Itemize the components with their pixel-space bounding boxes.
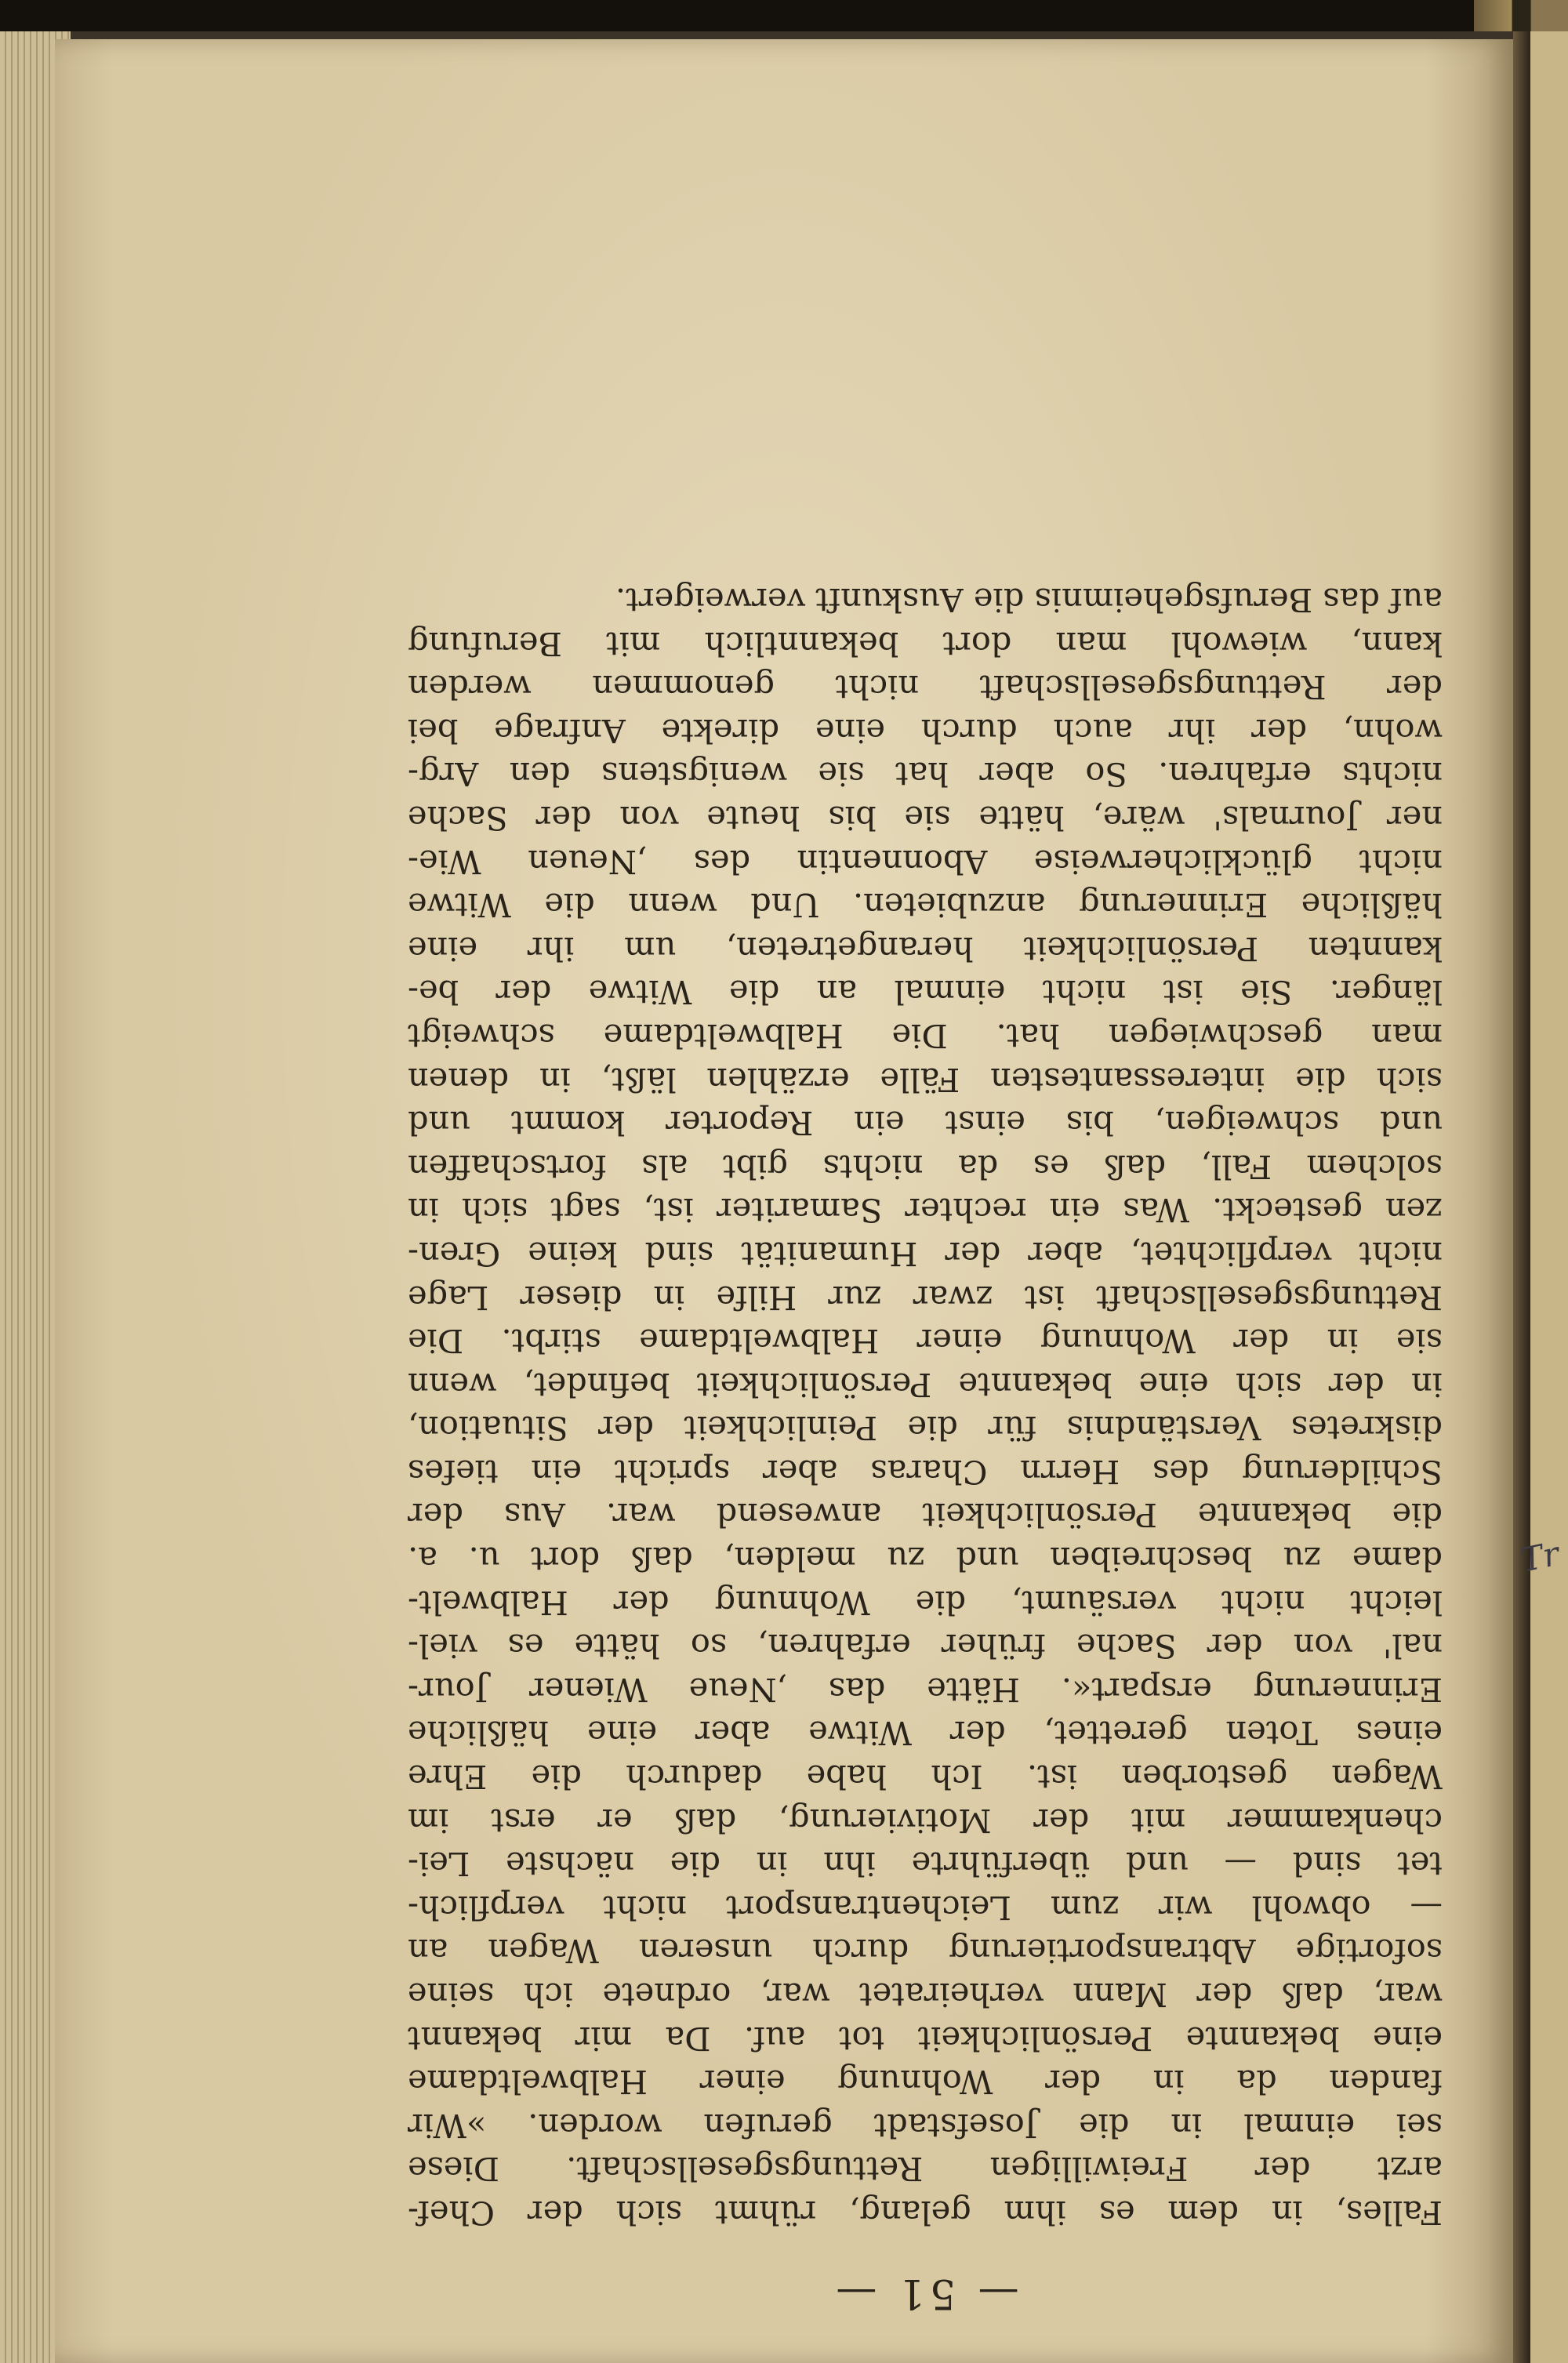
- text-line-content: fanden da in der Wohnung einer Halbweltdame: [408, 2063, 1443, 2102]
- text-line-content: sofortige Abtransportierung durch unseren Wagen an: [408, 1932, 1443, 1971]
- text-line-content: Rettungsgesellschaft ist zwar zur Hilfe in dieser Lage: [408, 1278, 1443, 1317]
- text-line-content: wohn, der ihr auch durch eine direkte Anfrage bei: [408, 711, 1443, 750]
- text-line: [408, 1276, 1443, 1319]
- text-line-content: Falles, in dem es ihm gelang, rühmt sich der Chef-: [408, 2194, 1443, 2232]
- text-line: [408, 666, 1443, 710]
- text-line-content: sie in der Wohnung einer Halbweltdame stirbt. Die: [408, 1322, 1443, 1361]
- text-line: [408, 1799, 1443, 1842]
- text-line: [408, 1232, 1443, 1276]
- text-line: [408, 1058, 1443, 1102]
- text-line-content: Erinnerung erspart«. Hätte das ‚Neue Wiener Jour-: [408, 1670, 1443, 1709]
- text-line-content: man geschwiegen hat. Die Halbweltdame schweigt: [408, 1016, 1443, 1055]
- text-line: [408, 1145, 1443, 1189]
- text-line-content: tet sind — und überführte ihn in die nächste Lei-: [408, 1845, 1443, 1884]
- text-line-content: eines Toten gerettet, der Witwe aber eine häßliche: [408, 1714, 1443, 1753]
- text-line: [408, 578, 1443, 622]
- text-line-content: nichts erfahren. So aber hat sie wenigstens den Arg-: [408, 755, 1443, 794]
- text-line: [408, 884, 1443, 927]
- text-line-content: ner Journals' wäre, hätte sie bis heute von der Sache: [408, 799, 1443, 837]
- text-line-content: Schilderung des Herrn Charas aber spricht ein tiefes: [408, 1452, 1443, 1491]
- scanner-top-edge: [0, 0, 1568, 31]
- text-line: [408, 1842, 1443, 1886]
- text-line: [408, 622, 1443, 666]
- text-line-content: leicht nicht versäumt, die Wohnung der Halbwelt-: [408, 1583, 1443, 1622]
- text-line: [408, 1363, 1443, 1407]
- text-line: [408, 1581, 1443, 1624]
- text-line: [408, 1407, 1443, 1450]
- text-line-content: zen gesteckt. Was ein rechter Samariter ist, sagt sich in: [408, 1191, 1443, 1230]
- page-text-upside-down: [408, 578, 1443, 2321]
- text-line-content: chenkammer mit der Motivierung, daß er erst im: [408, 1801, 1443, 1840]
- text-line-content: arzt der Freiwilligen Rettungsgesellschaft. Diese: [408, 2150, 1443, 2189]
- text-line-content: der Rettungsgesellschaft nicht genommen werden: [408, 668, 1443, 707]
- text-line: [408, 753, 1443, 797]
- text-line-content: auf das Berufsgeheimnis die Auskunft verweigert.: [615, 581, 1443, 620]
- text-line: [408, 2060, 1443, 2104]
- book-gutter: [1513, 31, 1530, 2363]
- text-line: [408, 1886, 1443, 1929]
- text-line: [408, 1668, 1443, 1711]
- text-line: [408, 2191, 1443, 2234]
- text-line: [408, 1973, 1443, 2016]
- text-line: [408, 2016, 1443, 2060]
- margin-handwriting: Tr: [1517, 1534, 1563, 1580]
- text-line: [408, 2103, 1443, 2147]
- text-line: [408, 840, 1443, 884]
- text-line: [408, 1929, 1443, 1973]
- text-line-content: in der sich eine bekannte Persönlichkeit befindet, wenn: [408, 1365, 1443, 1404]
- text-line: [408, 1189, 1443, 1232]
- text-line-content: sei einmal in die Josefstadt gerufen worden. »Wir: [408, 2106, 1443, 2145]
- text-line-content: nicht glücklicherweise Abonnentin des ‚Neuen Wie-: [408, 842, 1443, 881]
- text-line-content: eine bekannte Persönlichkeit tot auf. Da mir bekannt: [408, 2019, 1443, 2058]
- text-line: [408, 1102, 1443, 1145]
- text-line-content: häßliche Erinnerung anzubieten. Und wenn die Witwe: [408, 886, 1443, 925]
- text-line-content: Wagen gestorben ist. Ich habe dadurch die Ehre: [408, 1758, 1443, 1797]
- text-line: [408, 971, 1443, 1015]
- text-line-content: dame zu beschreiben und zu melden, daß dort u. a.: [408, 1540, 1443, 1579]
- page-number: — 51 —: [831, 2270, 1019, 2317]
- body-text: [408, 578, 1443, 2234]
- text-line-content: diskretes Verständnis für die Peinlichkeit der Situation,: [408, 1409, 1443, 1448]
- text-line-content: sich die interessantesten Fälle erzählen läßt, in denen: [408, 1060, 1443, 1099]
- text-line-content: kannten Persönlichkeit herangetreten, um ihr eine: [408, 929, 1443, 968]
- text-line-content: nal' von der Sache früher erfahren, so hätte es viel-: [408, 1627, 1443, 1666]
- text-line: [408, 1014, 1443, 1058]
- text-line: [408, 1755, 1443, 1799]
- text-line-content: länger. Sie ist nicht einmal an die Witwe der be-: [408, 973, 1443, 1012]
- text-line: [408, 1537, 1443, 1581]
- text-line: [408, 796, 1443, 840]
- text-line: [408, 1319, 1443, 1363]
- color-calibration-strip: [1474, 0, 1568, 31]
- text-line: [408, 1624, 1443, 1668]
- text-line-content: — obwohl wir zum Leichentransport nicht verpflich-: [408, 1888, 1443, 1927]
- text-line: [408, 709, 1443, 753]
- text-line-content: war, daß der Mann verheiratet war, ordnete ich seine: [408, 1976, 1443, 2015]
- text-line-content: die bekannte Persönlichkeit anwesend war. Aus der: [408, 1496, 1443, 1535]
- text-line: [408, 927, 1443, 971]
- text-line-content: solchem Fall, daß es da nichts gibt als fortschaffen: [408, 1147, 1443, 1186]
- text-line-content: kann, wiewohl man dort bekanntlich mit Berufung: [408, 624, 1443, 663]
- text-line: [408, 1711, 1443, 1755]
- text-line: [408, 1450, 1443, 1494]
- text-line-content: und schweigen, bis einst ein Reporter kommt und: [408, 1104, 1443, 1143]
- text-line: [408, 1494, 1443, 1537]
- text-line-content: nicht verpflichtet, aber der Humanität sind keine Gren-: [408, 1234, 1443, 1273]
- text-line: [408, 2147, 1443, 2191]
- adjacent-page-edge: [1530, 31, 1568, 2363]
